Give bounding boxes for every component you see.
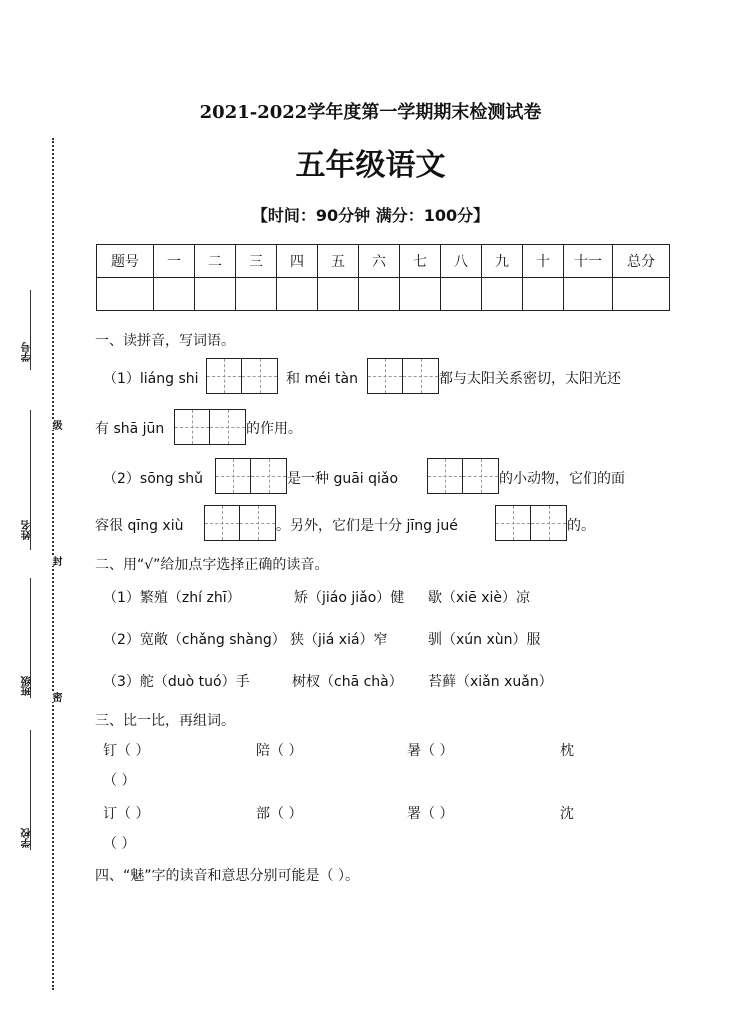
q2-line2-prefix: 容很 qīng xiù [95, 518, 184, 534]
q1-suffix: 都与太阳关系密切，太阳光还 [439, 371, 621, 387]
score-cell[interactable] [97, 278, 154, 311]
score-header-cell: 一 [154, 245, 195, 278]
s2-row1-item1: （1）繁殖（zhí zhī） [103, 590, 241, 606]
score-header-cell: 六 [359, 245, 400, 278]
subject-title: 五年级语文 [295, 148, 446, 183]
s2-row3-item1: （3）舵（duò tuó）手 [103, 674, 250, 690]
q1-mid: 和 méi tàn [286, 371, 358, 387]
s3-row2-wrap: （ ） [103, 836, 136, 852]
section1-title: 一、读拼音，写词语。 [95, 333, 235, 349]
score-cell[interactable] [482, 278, 523, 311]
section2-title: 二、用“√”给加点字选择正确的读音。 [95, 557, 329, 573]
score-header-cell: 题号 [97, 245, 154, 278]
s2-row1-item2: 矫（jiáo jiǎo）健 [294, 590, 405, 606]
score-header-cell: 五 [318, 245, 359, 278]
section4-title: 四、“魅”字的读音和意思分别可能是（ ）。 [95, 868, 359, 884]
score-header-cell: 十一 [564, 245, 613, 278]
score-cell[interactable] [400, 278, 441, 311]
s3-row2-item3: 署（ ） [407, 806, 454, 822]
name-label: 姓名 [22, 520, 33, 540]
q2-box-guaiqiao[interactable] [427, 458, 499, 494]
q2-mid: 是一种 guāi qiǎo [287, 471, 399, 487]
class-label: 班级 [22, 676, 33, 696]
q2-box-songshu[interactable] [215, 458, 287, 494]
score-header-cell: 二 [195, 245, 236, 278]
s3-row1-item4: 枕 [560, 743, 574, 759]
seal-mark-feng: 封 [50, 556, 61, 566]
s3-row1-wrap: （ ） [103, 773, 136, 789]
score-cell[interactable] [236, 278, 277, 311]
score-cell[interactable] [523, 278, 564, 311]
q1-line2-prefix: 有 shā jūn [95, 421, 165, 437]
s3-row2-item2: 部（ ） [256, 806, 303, 822]
s2-row2-item3: 驯（xún xùn）服 [428, 632, 541, 648]
score-cell[interactable] [195, 278, 236, 311]
score-header-cell: 四 [277, 245, 318, 278]
q2-line2-suffix: 的。 [567, 518, 595, 534]
score-table [96, 244, 670, 311]
score-cell[interactable] [359, 278, 400, 311]
s3-row2-item4: 沈 [560, 806, 574, 822]
s3-row1-item3: 暑（ ） [407, 743, 454, 759]
score-cell[interactable] [613, 278, 670, 311]
student-id-label: 学号 [22, 342, 33, 362]
score-header-cell: 总分 [613, 245, 670, 278]
s3-row2-item1: 订（ ） [103, 806, 150, 822]
score-header-cell: 九 [482, 245, 523, 278]
exam-title: 2021-2022学年度第一学期期末检测试卷 [199, 102, 542, 123]
q2-box-jingjue[interactable] [495, 505, 567, 541]
score-header-cell: 八 [441, 245, 482, 278]
score-cell[interactable] [441, 278, 482, 311]
q2-prefix: （2）sōng shǔ [103, 471, 204, 487]
q2-suffix: 的小动物，它们的面 [499, 471, 625, 487]
score-table-input-row [97, 278, 670, 311]
s2-row2-item1: （2）宽敞（chǎng shàng） [103, 632, 286, 648]
q1-box-liangshi[interactable] [206, 358, 278, 394]
q1-box-shajun[interactable] [174, 409, 246, 445]
score-cell[interactable] [154, 278, 195, 311]
s2-row3-item2: 树杈（chā chà） [292, 674, 403, 690]
score-cell[interactable] [277, 278, 318, 311]
q1-box-meitan[interactable] [367, 358, 439, 394]
school-label: 学校 [22, 828, 33, 848]
seal-mark-mi: 密 [50, 692, 61, 702]
seal-mark-ji: 级 [50, 420, 61, 430]
section3-title: 三、比一比，再组词。 [95, 713, 235, 729]
q1-line2-suffix: 的作用。 [246, 421, 302, 437]
s3-row1-item2: 陪（ ） [256, 743, 303, 759]
s3-row1-item1: 钉（ ） [103, 743, 150, 759]
q2-box-qingxiu[interactable] [204, 505, 276, 541]
score-header-cell: 三 [236, 245, 277, 278]
score-cell[interactable] [564, 278, 613, 311]
score-header-cell: 十 [523, 245, 564, 278]
s2-row3-item3: 苔藓（xiǎn xuǎn） [428, 674, 553, 690]
score-table-header-row [97, 245, 670, 278]
score-cell[interactable] [318, 278, 359, 311]
q1-prefix: （1）liáng shi [103, 371, 199, 387]
s2-row1-item3: 歇（xiē xiè）凉 [428, 590, 531, 606]
score-header-cell: 七 [400, 245, 441, 278]
time-info: 【时间：90分钟 满分：100分】 [251, 206, 490, 225]
q2-line2-mid: 。另外，它们是十分 jīng jué [276, 518, 458, 534]
s2-row2-item2: 狭（jiá xiá）窄 [290, 632, 388, 648]
